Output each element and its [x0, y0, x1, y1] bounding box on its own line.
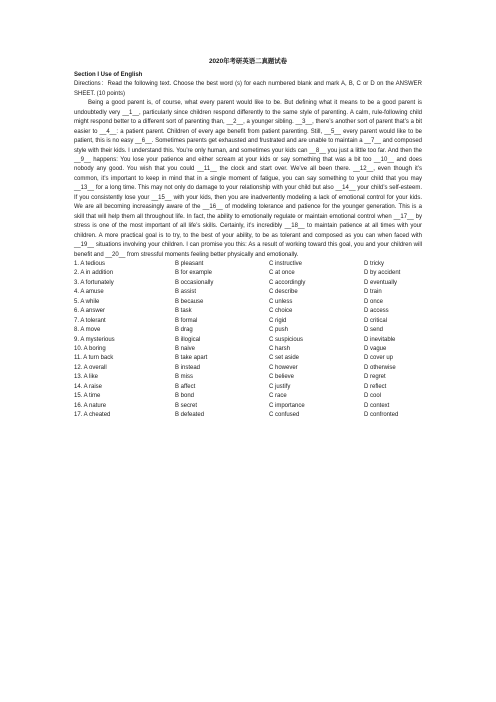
option-choice: B assist — [175, 289, 197, 296]
option-choice: D inevitable — [364, 336, 396, 343]
option-choice: D critical — [364, 317, 388, 324]
option-row — [74, 279, 422, 288]
option-choice: C at once — [269, 270, 295, 277]
option-choice: 10. A boring — [74, 345, 106, 352]
directions-text: Directions：Read the following text. Choose the best word (s) for each numbered blank and mark A, B, C or D on the ANSWER SHEET. (10 points) — [74, 81, 422, 97]
option-choice: C unless — [269, 298, 293, 305]
option-choice: B affect — [175, 383, 196, 390]
option-choice: D context — [364, 402, 390, 409]
option-choice: B defeated — [175, 412, 205, 419]
option-choice: D tricky — [364, 261, 384, 268]
document-page — [74, 57, 422, 420]
option-choice: D confronted — [364, 412, 399, 419]
option-choice: D cover up — [364, 355, 394, 362]
option-row — [74, 317, 422, 326]
option-choice: B take apart — [175, 355, 208, 362]
option-choice: D cool — [364, 393, 382, 400]
option-choice: 8. A move — [74, 327, 101, 334]
option-choice: B pleasant — [175, 261, 204, 268]
option-choice: C choice — [269, 308, 293, 315]
option-row — [74, 354, 422, 363]
option-choice: 13. A like — [74, 374, 99, 381]
option-choice: B formal — [175, 317, 198, 324]
option-choice: 14. A raise — [74, 383, 103, 390]
option-choice: C race — [269, 393, 287, 400]
option-choice: 1. A tedious — [74, 261, 106, 268]
option-row — [74, 260, 422, 269]
option-choice: C believe — [269, 374, 295, 381]
option-choice: D otherwise — [364, 364, 396, 371]
option-choice: C push — [269, 327, 289, 334]
option-choice: D eventually — [364, 279, 398, 286]
option-choice: 15. A time — [74, 393, 101, 400]
option-choice: C however — [269, 364, 298, 371]
option-choice: 12. A overall — [74, 364, 107, 371]
section-heading: Section I Use of English — [74, 72, 143, 78]
option-choice: B secret — [175, 402, 198, 409]
option-row — [74, 411, 422, 420]
option-choice: C suspicious — [269, 336, 304, 343]
option-choice: D reflect — [364, 383, 387, 390]
option-choice: C rigid — [269, 317, 287, 324]
option-choice: C harsh — [269, 345, 291, 352]
option-choice: 2. A in addition — [74, 270, 114, 277]
exam-title: 2020年考研英语二真题试卷 — [208, 58, 288, 65]
option-row — [74, 402, 422, 411]
cloze-passage: Being a good parent is, of course, what every parent would like to be. But defining what it means to be a good parent is undoubtedly very __1__, particularly since children respond differently to the same style of parenting. A calm, rule-following child might respond better to a different sort of parenting than, __2__, a younger sibling. __3__, there’s another sort of parent that’s a bit easier to __4__: a patient parent. Children of every age benefit from patient parenting. Still, __5__ every parent would like to be patient, this is no easy __6__. Sometimes parents get exhausted and frustrated and are unable to maintain a __7__ and composed style with their kids. I understand this. You’re only human, and sometimes your kids can __8__ you just a little too far. And then the __9__ happens: You lose your patience and either scream at your kids or say something that was a bit too __10__ and does nobody any good. You wish that you could __11__ the clock and start over. We’ve all been there. __12__, even though it’s common, it’s important to keep in mind that in a single moment of fatigue, you can say something to your child that you may __13__ for a long time. This may not only do damage to your relationship with your child but also __14__ your child’s self-esteem. If you consistently lose your __15__ with your kids, then you are inadvertently modeling a lack of emotional control for your kids. We are all becoming increasingly aware of the __16__ of modeling tolerance and patience for the younger generation. This is a skill that will help them all throughout life. In fact, the ability to emotionally regulate or maintain emotional control when __17__ by stress is one of the most important of all life’s skills. Certainly, it’s incredibly __18__ to maintain patience at all times with your children. A more practical goal is to try, to the best of your ability, to be as tolerant and composed as you can when faced with __19__ situations involving your children. I can promise you this: As a result of working toward this goal, you and your children will benefit and __20__ from stressful moments feeling better physically and emotionally. — [74, 100, 422, 258]
option-row — [74, 373, 422, 382]
option-choice: 3. A fortunately — [74, 279, 114, 286]
option-row — [74, 269, 422, 278]
option-choice: 9. A mysterious — [74, 336, 115, 343]
option-choice: C describe — [269, 289, 298, 296]
option-row — [74, 326, 422, 335]
option-choice: B for example — [175, 270, 213, 277]
option-choice: B naive — [175, 345, 196, 352]
option-choice: B task — [175, 308, 192, 315]
option-choice: C accordingly — [269, 279, 306, 286]
option-choice: B illogical — [175, 336, 201, 343]
option-row — [74, 288, 422, 297]
option-row — [74, 298, 422, 307]
option-choice: D send — [364, 327, 384, 334]
option-row — [74, 307, 422, 316]
option-choice: D train — [364, 289, 382, 296]
option-choice: C set aside — [269, 355, 300, 362]
option-row — [74, 345, 422, 354]
option-choice: C justify — [269, 383, 291, 390]
option-choice: B miss — [175, 374, 193, 381]
option-choice: 11. A turn back — [74, 355, 114, 362]
option-choice: 5. A while — [74, 298, 100, 305]
option-row — [74, 392, 422, 401]
option-choice: D regret — [364, 374, 386, 381]
option-choice: 4. A amuse — [74, 289, 104, 296]
answer-options-list — [74, 260, 422, 420]
option-choice: D access — [364, 308, 389, 315]
option-choice: D vague — [364, 345, 387, 352]
option-choice: C importance — [269, 402, 305, 409]
option-choice: 6. A answer — [74, 308, 106, 315]
option-choice: C confused — [269, 412, 300, 419]
option-choice: D by accident — [364, 270, 401, 277]
option-choice: B instead — [175, 364, 201, 371]
option-choice: 7. A tolerant — [74, 317, 106, 324]
option-choice: D once — [364, 298, 384, 305]
option-row — [74, 364, 422, 373]
option-choice: B drag — [175, 327, 193, 334]
option-choice: B bond — [175, 393, 195, 400]
option-row — [74, 383, 422, 392]
option-choice: 17. A cheated — [74, 412, 111, 419]
option-choice: 16. A nature — [74, 402, 107, 409]
option-choice: C instructive — [269, 261, 303, 268]
option-row — [74, 336, 422, 345]
option-choice: B because — [175, 298, 204, 305]
option-choice: B occasionally — [175, 279, 214, 286]
